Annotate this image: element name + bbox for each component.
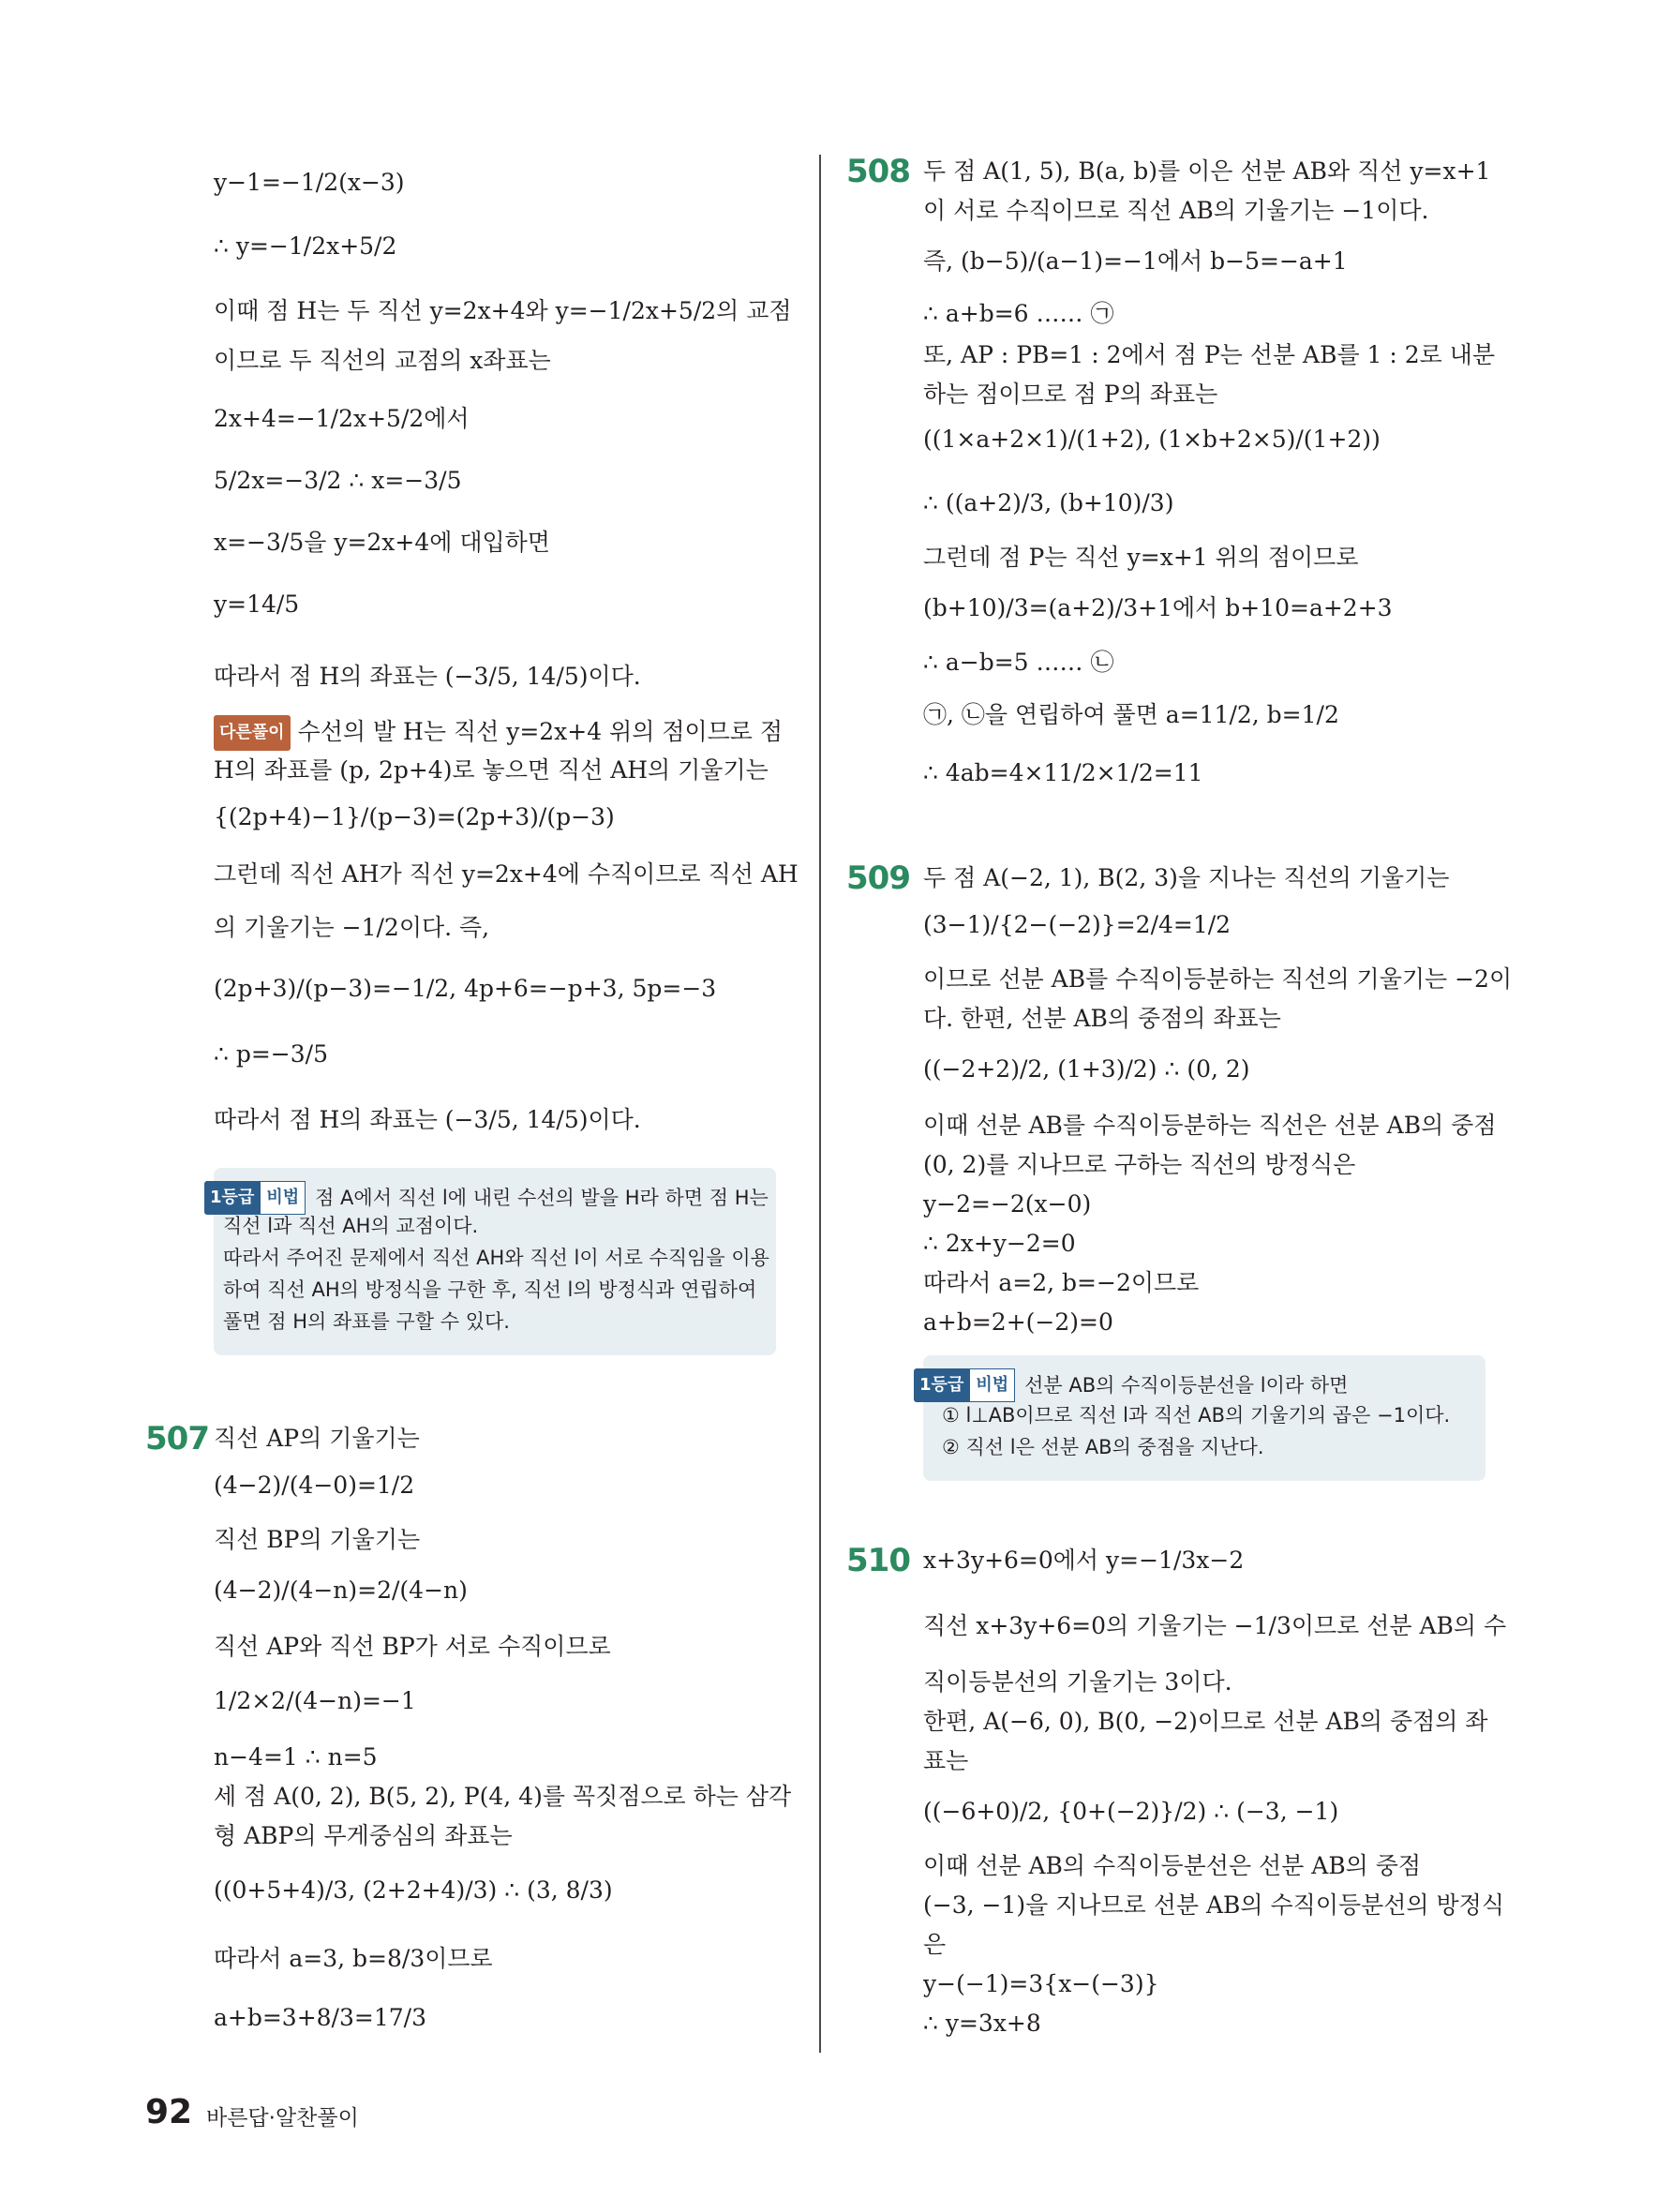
text-line: y−(−1)=3{x−(−3)} (923, 1970, 1159, 1997)
text-line: 한편, A(−6, 0), B(0, −2)이므로 선분 AB의 중점의 좌 (923, 1708, 1488, 1735)
text-line: (2p+3)/(p−3)=−1/2, 4p+6=−p+3, 5p=−3 (214, 975, 717, 1002)
text-line: 표는 (923, 1747, 969, 1774)
text-line: 의 기울기는 −1/2이다. 즉, (214, 914, 490, 941)
text-line: (4−2)/(4−0)=1/2 (214, 1472, 415, 1499)
text-line: 풀면 점 H의 좌표를 구할 수 있다. (223, 1310, 510, 1333)
text-line: a+b=2+(−2)=0 (923, 1308, 1113, 1336)
text-line: (0, 2)를 지나므로 구하는 직선의 방정식은 (923, 1151, 1356, 1178)
tip-first-line (914, 1368, 1348, 1402)
text-line: 직이등분선의 기울기는 3이다. (923, 1668, 1232, 1696)
text-line: 다. 한편, 선분 AB의 중점의 좌표는 (923, 1005, 1281, 1032)
text-line: 이므로 두 직선의 교점의 x좌표는 (214, 347, 551, 374)
text-line: 형 ABP의 무게중심의 좌표는 (214, 1822, 513, 1849)
text-line: ∴ p=−3/5 (214, 1040, 328, 1068)
text-line: ∴ a−b=5 …… ㉡ (923, 649, 1114, 676)
text-line: 이므로 선분 AB를 수직이등분하는 직선의 기울기는 −2이 (923, 965, 1513, 993)
text-line: 이때 점 H는 두 직선 y=2x+4와 y=−1/2x+5/2의 교점 (214, 297, 792, 324)
text-line: y−1=−1/2(x−3) (214, 169, 405, 196)
tip-box-1 (210, 1168, 776, 1355)
text-line: n−4=1 ∴ n=5 (214, 1743, 378, 1771)
text-line: ② 직선 l은 선분 AB의 중점을 지난다. (942, 1436, 1264, 1458)
text-line: (−3, −1)을 지나므로 선분 AB의 수직이등분선의 방정식 (923, 1891, 1504, 1919)
problem-number-507: 507 (145, 1420, 209, 1457)
tip-badge (204, 1181, 306, 1215)
text-line: 따라서 주어진 문제에서 직선 AH와 직선 l이 서로 수직임을 이용 (223, 1247, 769, 1269)
text-line: 하는 점이므로 점 P의 좌표는 (923, 381, 1218, 408)
column-divider (819, 155, 821, 2053)
text-line: 직선 l과 직선 AH의 교점이다. (223, 1215, 479, 1237)
text-line: 그런데 점 P는 직선 y=x+1 위의 점이므로 (923, 544, 1359, 571)
text-line: ∴ ((a+2)/3, (b+10)/3) (923, 489, 1174, 516)
text-line: 직선 AP의 기울기는 (214, 1425, 420, 1452)
text-line: (3−1)/{2−(−2)}=2/4=1/2 (923, 911, 1232, 938)
text-line: 이 서로 수직이므로 직선 AB의 기울기는 −1이다. (923, 197, 1429, 224)
text-line: 두 점 A(1, 5), B(a, b)를 이은 선분 AB와 직선 y=x+1 (923, 157, 1491, 185)
text-line: 선분 AB의 수직이등분선을 l이라 하면 (1024, 1374, 1349, 1397)
text-line: (b+10)/3=(a+2)/3+1에서 b+10=a+2+3 (923, 594, 1393, 621)
text-line: y−2=−2(x−0) (923, 1190, 1092, 1218)
text-line: 하여 직선 AH의 방정식을 구한 후, 직선 l의 방정식과 연립하여 (223, 1278, 757, 1301)
text-line: 즉, (b−5)/(a−1)=−1에서 b−5=−a+1 (923, 247, 1348, 275)
tip-first-line (204, 1181, 769, 1215)
text-line: 따라서 점 H의 좌표는 (−3/5, 14/5)이다. (214, 663, 641, 690)
page-number: 92 (145, 2093, 193, 2131)
text-line: ㉠, ㉡을 연립하여 풀면 a=11/2, b=1/2 (923, 701, 1339, 728)
text-line: ((1×a+2×1)/(1+2), (1×b+2×5)/(1+2)) (923, 426, 1381, 453)
text-line: 이때 선분 AB의 수직이등분선은 선분 AB의 중점 (923, 1852, 1422, 1879)
text-line: 세 점 A(0, 2), B(5, 2), P(4, 4)를 꼭짓점으로 하는 삼각 (214, 1783, 792, 1810)
text-line: H의 좌표를 (p, 2p+4)로 놓으면 직선 AH의 기울기는 (214, 756, 769, 784)
text-line: ((−6+0)/2, {0+(−2)}/2) ∴ (−3, −1) (923, 1798, 1339, 1825)
text-line: 2x+4=−1/2x+5/2에서 (214, 405, 470, 432)
text-line: 점 A에서 직선 l에 내린 수선의 발을 H라 하면 점 H는 (315, 1187, 769, 1209)
text-line: ∴ 2x+y−2=0 (923, 1230, 1076, 1257)
tip-badge (914, 1368, 1015, 1402)
tip-badge-b: 비법 (969, 1368, 1015, 1402)
text-line: 직선 AP와 직선 BP가 서로 수직이므로 (214, 1633, 611, 1660)
text-line: ((0+5+4)/3, (2+2+4)/3) ∴ (3, 8/3) (214, 1876, 613, 1904)
text-line: x=−3/5을 y=2x+4에 대입하면 (214, 529, 550, 556)
text-line: ∴ a+b=6 …… ㉠ (923, 300, 1114, 327)
text-line: ∴ y=−1/2x+5/2 (214, 232, 397, 260)
text-line: 그런데 직선 AH가 직선 y=2x+4에 수직이므로 직선 AH (214, 860, 799, 888)
problem-number-508: 508 (846, 153, 910, 190)
text-line: 또, AP : PB=1 : 2에서 점 P는 선분 AB를 1 : 2로 내분 (923, 341, 1496, 368)
text-line: (4−2)/(4−n)=2/(4−n) (214, 1577, 468, 1604)
text-line: ∴ 4ab=4×11/2×1/2=11 (923, 759, 1203, 786)
text-line: ∴ y=3x+8 (923, 2010, 1041, 2037)
text-line: {(2p+4)−1}/(p−3)=(2p+3)/(p−3) (214, 803, 615, 830)
footer-label: 바른답·알찬풀이 (206, 2106, 359, 2130)
text-line: 은 (923, 1931, 947, 1958)
text-line: y=14/5 (214, 590, 300, 618)
text-line: 직선 BP의 기울기는 (214, 1526, 421, 1553)
text-line: 이때 선분 AB를 수직이등분하는 직선은 선분 AB의 중점 (923, 1112, 1497, 1139)
problem-number-510: 510 (846, 1542, 910, 1579)
text-line: 직선 x+3y+6=0의 기울기는 −1/3이므로 선분 AB의 수 (923, 1612, 1507, 1639)
alt-solution-badge: 다른풀이 (214, 715, 291, 751)
tip-badge-a: 1등급 (914, 1368, 969, 1402)
text-line: 따라서 a=2, b=−2이므로 (923, 1269, 1200, 1296)
tip-badge-a: 1등급 (204, 1181, 260, 1215)
text-line: 5/2x=−3/2 ∴ x=−3/5 (214, 467, 462, 494)
text-line: x+3y+6=0에서 y=−1/3x−2 (923, 1547, 1245, 1574)
text-line: 1/2×2/(4−n)=−1 (214, 1687, 416, 1714)
text-line: a+b=3+8/3=17/3 (214, 2004, 426, 2031)
text-line: 따라서 a=3, b=8/3이므로 (214, 1945, 493, 1972)
text-line: 따라서 점 H의 좌표는 (−3/5, 14/5)이다. (214, 1106, 641, 1133)
problem-number-509: 509 (846, 859, 910, 897)
text-line: 수선의 발 H는 직선 y=2x+4 위의 점이므로 점 (297, 718, 784, 745)
text-line: ((−2+2)/2, (1+3)/2) ∴ (0, 2) (923, 1055, 1250, 1083)
tip-badge-b: 비법 (260, 1181, 306, 1215)
tip-box-2 (919, 1355, 1485, 1481)
alt-solution-first-line (214, 715, 783, 751)
text-line: ① l⊥AB이므로 직선 l과 직선 AB의 기울기의 곱은 −1이다. (942, 1404, 1451, 1427)
text-line: 두 점 A(−2, 1), B(2, 3)을 지나는 직선의 기울기는 (923, 864, 1450, 891)
